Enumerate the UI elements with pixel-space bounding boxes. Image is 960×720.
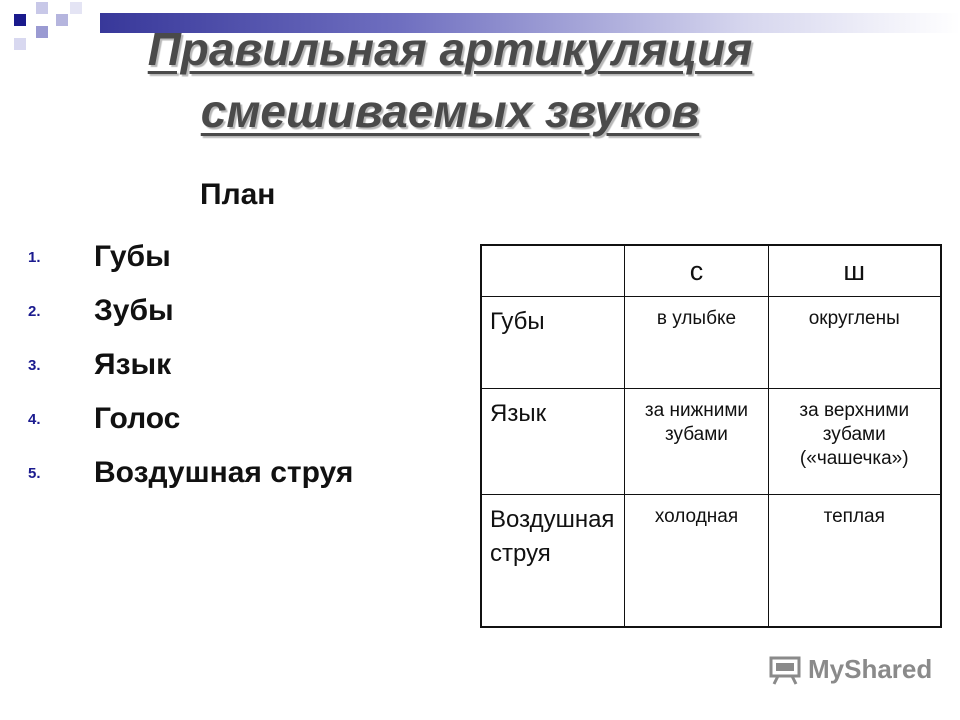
table-row [481,297,941,389]
slide-title-line1: Правильная артикуляция [147,23,753,75]
table-cell: теплая [768,495,941,627]
plan-item [28,392,353,446]
plan-item-label: Зубы [94,294,174,327]
table-cell: холодная [625,495,768,627]
deco-square [70,2,82,14]
deco-square [36,2,48,14]
watermark-text: MyShared [808,654,933,684]
plan-item-label: Язык [94,348,172,381]
myshared-watermark [768,654,932,685]
plan-item [28,230,353,284]
slide-title [30,18,870,142]
plan-item-number: 5. [28,464,41,482]
plan-item [28,338,353,392]
table-header-cell: ш [768,245,941,297]
table-cell: за нижними зубами [625,389,768,495]
deco-square [14,14,26,26]
plan-item-number: 4. [28,410,41,428]
plan-item-number: 1. [28,248,41,266]
table-row-label: Губы [481,297,625,389]
plan-list [28,230,353,500]
table-row-label: Язык [481,389,625,495]
table-header-cell [481,245,625,297]
table-row [481,389,941,495]
table-header-row [481,245,941,297]
table-row [481,495,941,627]
table-cell: округлены [768,297,941,389]
table-cell: в улыбке [625,297,768,389]
presentation-board-icon [768,655,802,685]
plan-item [28,446,353,500]
plan-item [28,284,353,338]
table-header-cell: с [625,245,768,297]
table-cell: за верхними зубами («чашечка») [768,389,941,495]
plan-item-number: 2. [28,302,41,320]
plan-heading: План [200,178,276,211]
plan-item-number: 3. [28,356,41,374]
plan-item-label: Воздушная струя [94,456,354,489]
articulation-table [480,244,942,628]
plan-item-label: Голос [94,402,181,435]
table-row-label: Воздушная струя [481,495,625,627]
plan-item-label: Губы [94,240,171,273]
deco-square [14,38,26,50]
slide-title-line2: смешиваемых звуков [200,85,700,137]
